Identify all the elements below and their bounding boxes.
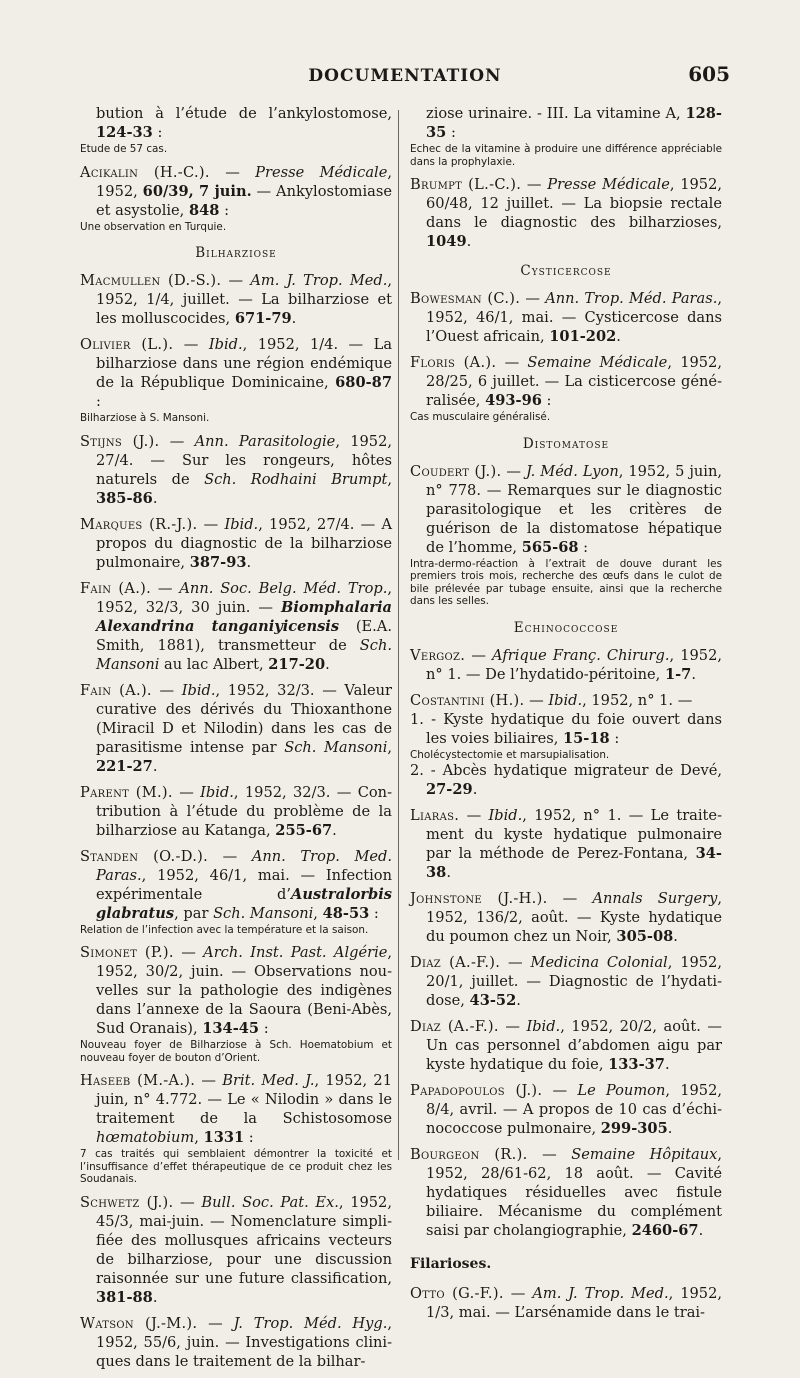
entry-author: Diaz (A.-F.). — [410, 1018, 499, 1035]
entry-text: . — [667, 1120, 673, 1137]
entry-author: Olivier (L.). — [80, 336, 174, 353]
entry-note: Echec de la vitamine à produire une différence appréciable dans la prophylaxie. — [410, 143, 722, 168]
entry-journal: Arch. Inst. Past. Algérie — [203, 944, 388, 961]
bibliography-entry — [80, 579, 392, 674]
entry-text: au lac Albert, — [159, 655, 269, 673]
entry-text: , 1952, — [96, 163, 392, 200]
bibliography-entry — [80, 681, 392, 776]
entry-text: — — [197, 1314, 234, 1332]
bibliography-entry — [410, 953, 722, 1010]
entry-text: , 1952, 46/1, mai. — Infection expérimentale d’ — [96, 866, 392, 903]
entry-text: , 1952, 28/25, 6 juillet. — La cisticercose généralisée, — [426, 354, 722, 409]
entry-text: — — [195, 1072, 223, 1089]
entry-journal: Le Poumon — [577, 1082, 666, 1099]
entry-author: Parent (M.). — [80, 783, 173, 801]
sub-item — [410, 761, 722, 799]
entry-journal: J. Méd. Lyon — [525, 462, 619, 480]
entry-text: — — [496, 354, 528, 371]
entry-text: : — [219, 201, 229, 219]
entry-note: Cas musculaire généralisé. — [410, 411, 551, 423]
page-range: 1049 — [426, 233, 467, 250]
entry-note: Etude de 57 cas. — [80, 143, 168, 155]
page-range: 34-38 — [426, 845, 722, 881]
page-header — [80, 62, 730, 94]
page-range: 27-29 — [426, 781, 473, 798]
entry-text: : — [369, 904, 379, 922]
page-range: 680-87 — [335, 374, 392, 391]
entry-journal: Annals Surgery — [592, 890, 718, 907]
species-name: Australorbis glabratus — [96, 885, 392, 922]
entry-text: — — [501, 462, 526, 480]
bibliography-entry — [80, 1193, 392, 1307]
entry-text: , — [387, 738, 393, 756]
entry-text: — — [521, 176, 548, 193]
entry-text: — — [173, 336, 209, 353]
entry-text: — — [547, 890, 593, 907]
bibliography-entry — [410, 1145, 722, 1240]
entry-text: , 1952, 1/4, juillet. — La bilharziose et les molluscocides, — [96, 272, 393, 327]
entry-text: . — [152, 489, 158, 507]
entry-text: ziose urinaire. - III. La vitamine A, — [426, 105, 686, 122]
entry-text: . — [332, 821, 337, 839]
page-range: 15-18 — [563, 729, 610, 747]
entry-text: — — [209, 163, 256, 181]
entry-text: — — [208, 847, 252, 865]
section-heading: Bilharziose — [195, 245, 277, 261]
bibliography-entry — [410, 806, 722, 882]
entry-text: , 1952, n° 1. — — [582, 691, 693, 709]
entry-text: , 1952, 46/1, mai. — Cysticercose dans l’Ouest africain, — [426, 290, 723, 345]
entry-text: . — [325, 655, 330, 673]
entry-journal: Ibid. — [208, 336, 243, 353]
page-range: 255-67 — [275, 821, 333, 839]
entry-note: Intra-dermo-réaction à l’extrait de douve durant les premiers trois mois, recherche des œufs dans le culot de bile prélevée par tubage ensuite, ainsi que la recherche dans les selles. — [410, 557, 722, 607]
page-range: 217-20 — [268, 655, 326, 673]
section-heading: Cysticercose — [520, 263, 612, 279]
entry-text: . — [664, 1056, 670, 1073]
entry-text: , 1952, 136/2, août. — Kyste hydatique du poumon chez un Noir, — [426, 890, 722, 945]
page-range: 1-7 — [664, 665, 692, 683]
entry-text: : — [244, 1129, 254, 1146]
entry-text: bution à l’étude de l’ankylostomose, — [96, 105, 392, 122]
entry-author: Bowesman (C.). — [410, 290, 521, 307]
entry-text: . — [291, 310, 297, 327]
entry-text: , 1952, 8/4, avril. — A propos de 10 cas d’échinococcose pulmonaire, — [426, 1082, 722, 1137]
entry-author: Acikalin (H.-C.). — [80, 163, 210, 181]
entry-journal: Ibid. — [200, 783, 234, 801]
entry-text: : — [446, 124, 456, 141]
entry-text: . — [516, 992, 521, 1009]
entry-text: , 1952, 1/3, mai. — L’arsénamide dans le trai- — [426, 1285, 723, 1321]
continued-entry — [410, 104, 722, 168]
bibliography-entry — [80, 271, 392, 328]
entry-author: Watson (J.-M.). — [80, 1314, 198, 1332]
section-heading: Distomatose — [522, 435, 610, 452]
entry-journal: Presse Médicale — [255, 163, 388, 181]
entry-text: 1. - Kyste hydatique du foie ouvert dans les voies biliaires, — [410, 710, 722, 747]
section-heading: Echinococcose — [513, 619, 619, 636]
page-range: 305-08 — [616, 928, 674, 945]
entry-author: Brumpt (L.-C.). — [410, 176, 522, 193]
bibliography-entry — [410, 646, 722, 684]
entry-text: — — [459, 807, 489, 824]
bibliography-entry — [80, 515, 392, 572]
entry-journal: Ibid. — [526, 1018, 561, 1035]
page-range: 671-79 — [234, 310, 292, 327]
entry-text: — — [465, 646, 493, 664]
bibliography-entry — [410, 889, 722, 946]
entry-text: . — [616, 328, 621, 345]
sub-item — [410, 710, 722, 748]
entry-text: — — [173, 1193, 202, 1211]
entry-text: . — [446, 864, 451, 881]
entry-text: . — [691, 665, 696, 683]
entry-text: — — [197, 515, 225, 533]
page-range: 43-52 — [469, 992, 517, 1009]
entry-text: , 1952, 5 juin, n° 778. — Remarques sur le diagnostic parasitologique et les critères de guérison de la distomatose hépatique de l’homme, — [426, 462, 722, 556]
page-range: 48-53 — [322, 904, 370, 922]
page-range: 134-45 — [202, 1020, 260, 1037]
page-range: 493-96 — [485, 392, 542, 409]
entry-author: Macmullen (D.-S.). — [80, 272, 222, 289]
entry-author: Diaz (A.-F.). — [410, 954, 501, 971]
entry-text: . — [673, 928, 678, 945]
entry-journal: Brit. Med. J. — [222, 1072, 315, 1089]
entry-author: Floris (A.). — [410, 354, 497, 371]
entry-text: — — [221, 272, 251, 289]
entry-journal: Bull. Soc. Pat. Ex. — [201, 1193, 339, 1211]
species-name: Sch. Mansoni — [213, 904, 314, 922]
entry-text: , — [313, 904, 323, 922]
entry-author: Costantini (H.). — [410, 691, 525, 709]
entry-text: , 1952, 32/3. — Contribution à l’étude du problème de la bilharziose au Katanga, — [96, 783, 392, 839]
entry-text: , 1952, 55/6, juin. — Investigations cliniques dans le traitement de la bilhar- — [96, 1314, 392, 1370]
entry-text: — — [151, 681, 182, 699]
running-title: DOCUMENTATION — [308, 66, 502, 86]
entry-journal: Semaine Médicale — [527, 354, 668, 371]
entry-text: — — [527, 1146, 572, 1163]
entry-text: — — [503, 1285, 533, 1302]
entry-note: Cholécystectomie et marsupialisation. — [410, 748, 610, 761]
entry-text: , par — [174, 904, 214, 922]
entry-text: . — [698, 1222, 704, 1239]
page-range: 381-88 — [96, 1288, 153, 1306]
entry-journal: Medicina Colonial — [530, 954, 668, 971]
entry-text: : — [541, 392, 552, 409]
bibliography-entry — [410, 691, 722, 800]
entry-text: — Ankylostomiase et asystolie, — [96, 182, 392, 219]
entry-text: , 1952, 27/4. — A propos du diagnostic de la bilharziose pulmonaire, — [96, 515, 392, 571]
entry-text: — — [172, 783, 201, 801]
entry-text: . — [152, 1288, 158, 1306]
entry-journal: Ibid. — [488, 807, 523, 824]
page-range: 385-86 — [96, 489, 153, 507]
bibliography-entry — [80, 847, 392, 937]
entry-author: Liaras. — [410, 807, 460, 824]
right-column — [410, 104, 722, 1329]
column-divider — [398, 110, 399, 1160]
page-range: 848 — [188, 201, 220, 219]
entry-text: : — [609, 729, 620, 747]
entry-author: Coudert (J.). — [410, 462, 502, 480]
entry-note: Une observation en Turquie. — [80, 220, 227, 233]
entry-text: , 1952, 60/48, 12 juillet. — La biopsie rectale dans le diagnostic des bilharzioses, — [426, 176, 723, 231]
entry-journal: Ann. Parasitologie — [194, 432, 336, 450]
entry-text: : — [152, 124, 163, 141]
species-name: Sch. Mansoni — [284, 738, 388, 756]
entry-author: Papadopoulos (J.). — [410, 1082, 543, 1099]
entry-text: . — [466, 233, 472, 250]
page-range: 2460-67 — [631, 1222, 699, 1239]
species-name: Sch. Rodhaini Brumpt — [204, 470, 388, 488]
bibliography-entry — [410, 1284, 722, 1322]
entry-author: Standen (O.-D.). — [80, 847, 209, 865]
entry-text: , 1952, n° 1. — Le traitement du kyste hydatique pulmonaire par la méthode de Perez-Fontana, — [426, 807, 722, 862]
page-range: 387-93 — [189, 553, 247, 571]
entry-text: , 1952, 32/3. — Valeur curative des dérivés du Thioxanthone (Miracil D et Nilodin) dans les cas de parasitisme intense par — [96, 681, 392, 756]
entry-journal: Ibid. — [224, 515, 259, 533]
bibliography-entry — [410, 1017, 722, 1074]
entry-text: — — [159, 432, 195, 450]
entry-note: Nouveau foyer de Bilharziose à Sch. Hoematobium et nouveau foyer de bouton d’Orient. — [80, 1039, 392, 1064]
entry-text: — — [520, 290, 546, 307]
bibliography-entry — [410, 462, 722, 608]
entry-text: , 1952, 27/4. — Sur les rongeurs, hôtes naturels de — [96, 432, 392, 488]
entry-journal: Ann. Trop. Méd. Paras. — [545, 290, 718, 307]
species-name: Biomphalaria Alexandrina tanganiyicensis — [96, 598, 392, 635]
species-name: Sch. Mansoni — [96, 636, 392, 673]
entry-text: . — [246, 553, 252, 571]
entry-text: . — [472, 781, 478, 798]
entry-author: Vergoz. — [410, 646, 466, 664]
entry-text: , 1952, n° 1. — De l’hydatido-péritoine, — [426, 646, 723, 683]
entry-author: Bourgeon (R.). — [410, 1146, 528, 1163]
page-range: 124-33 — [96, 124, 153, 141]
continued-entry — [80, 104, 392, 156]
entry-author: Fain (A.). — [80, 681, 152, 699]
entry-journal: Presse Médicale — [547, 176, 670, 193]
entry-text: , 1952, 45/3, mai-juin. — Nomenclature simplifiée des mollusques africains vecteurs de bilharziose, pour une discussion raisonnée sur une future classification, — [96, 1193, 392, 1287]
entry-text: 60/39, 7 juin. — [142, 182, 252, 200]
entry-text: — — [500, 954, 531, 971]
entry-author: Johnstone (J.-H.). — [410, 890, 548, 907]
bibliography-entry — [410, 1081, 722, 1138]
bibliography-entry — [410, 353, 722, 424]
entry-text: , — [194, 1129, 204, 1146]
page-range: 565-68 — [521, 538, 579, 556]
entry-text: — — [173, 944, 204, 961]
section-heading: Filarioses. — [410, 1256, 492, 1272]
page-range: 128-35 — [426, 105, 722, 141]
entry-author: Schwetz (J.). — [80, 1193, 174, 1211]
page-range: 133-37 — [608, 1056, 665, 1073]
entry-author: Stijns (J.). — [80, 432, 160, 450]
entry-author: Haseeb (M.-A.). — [80, 1072, 196, 1089]
entry-journal: Ann. Soc. Belg. Méd. Trop. — [179, 579, 388, 597]
page-range: 299-305 — [600, 1120, 668, 1137]
entry-text: — — [151, 579, 180, 597]
page-range: 101-202 — [549, 328, 617, 345]
entry-text: (E.A. Smith, 1881), transmetteur de — [96, 617, 392, 654]
entry-text: : — [578, 538, 589, 556]
entry-journal: Afrique Franç. Chirurg. — [492, 646, 670, 664]
entry-author: Simonet (P.). — [80, 944, 174, 961]
entry-journal: Am. J. Trop. Med. — [250, 272, 388, 289]
bibliography-entry — [410, 289, 722, 346]
entry-text: , 1952, 32/3, 30 juin. — — [96, 579, 392, 616]
bibliography-entry — [80, 335, 392, 425]
page-range: 221-27 — [96, 757, 153, 775]
entry-journal: J. Trop. Méd. Hyg. — [233, 1314, 388, 1332]
entry-text: — — [542, 1082, 578, 1099]
entry-text: — — [498, 1018, 527, 1035]
page-number: 605 — [688, 62, 730, 86]
entry-text: — — [524, 691, 549, 709]
page-range: 1331 — [203, 1129, 245, 1146]
entry-author: Fain (A.). — [80, 579, 152, 597]
entry-text: : — [259, 1020, 269, 1037]
entry-note: 7 cas traités qui semblaient démontrer la toxicité et l’insuffisance d’effet thérapeutique de ce produit chez les Soudanais. — [80, 1148, 392, 1185]
left-column — [80, 104, 392, 1378]
entry-text: : — [96, 393, 101, 410]
entry-note: Relation de l’infection avec la température et la saison. — [80, 923, 369, 936]
entry-text: . — [152, 757, 158, 775]
entry-text: , 1952, 20/1, juillet. — Diagnostic de l’hydatidose, — [426, 954, 722, 1009]
entry-text: , 1952, 1/4. — La bilharziose dans une région endémique de la République Dominicaine, — [96, 336, 393, 391]
entry-text: 2. - Abcès hydatique migrateur de Devé, — [410, 762, 722, 779]
entry-text: , 1952, 20/2, août. — Un cas personnel d’abdomen aigu par kyste hydatique du foie, — [426, 1018, 722, 1073]
bibliography-entry — [80, 163, 392, 234]
entry-author: Marques (R.-J.). — [80, 515, 198, 533]
entry-journal: Ibid. — [181, 681, 216, 699]
entry-journal: Ibid. — [548, 691, 583, 709]
bibliography-entry — [80, 1071, 392, 1186]
entry-text: , 1952, 28/61-62, 18 août. — Cavité hydatiques résiduelles avec fistule biliaire. Mécanisme du complément saisi par cholangiographie, — [426, 1146, 723, 1239]
entry-journal: Ann. Trop. Med. Paras. — [96, 847, 393, 884]
entry-author: Otto (G.-F.). — [410, 1285, 504, 1302]
entry-journal: Semaine Hôpitaux — [571, 1146, 718, 1163]
bibliography-entry — [80, 783, 392, 840]
entry-text: , 1952, 30/2, juin. — Observations nouvelles sur la pathologie des indigènes dans l’annexe de la Saoura (Beni-Abès, Sud Oranais), — [96, 944, 393, 1037]
entry-text: , 1952, 21 juin, n° 4.772. — Le « Nilodin » dans le traitement de la Schistosomose — [96, 1072, 392, 1127]
bibliography-entry — [80, 943, 392, 1064]
bibliography-entry — [80, 432, 392, 508]
bibliography-entry — [410, 175, 722, 251]
entry-journal: Am. J. Trop. Med. — [532, 1285, 669, 1302]
entry-note: Bilharziose à S. Mansoni. — [80, 412, 210, 424]
bibliography-entry — [80, 1314, 392, 1371]
entry-text: , — [387, 470, 392, 488]
species-name: hœmatobium — [96, 1129, 195, 1146]
